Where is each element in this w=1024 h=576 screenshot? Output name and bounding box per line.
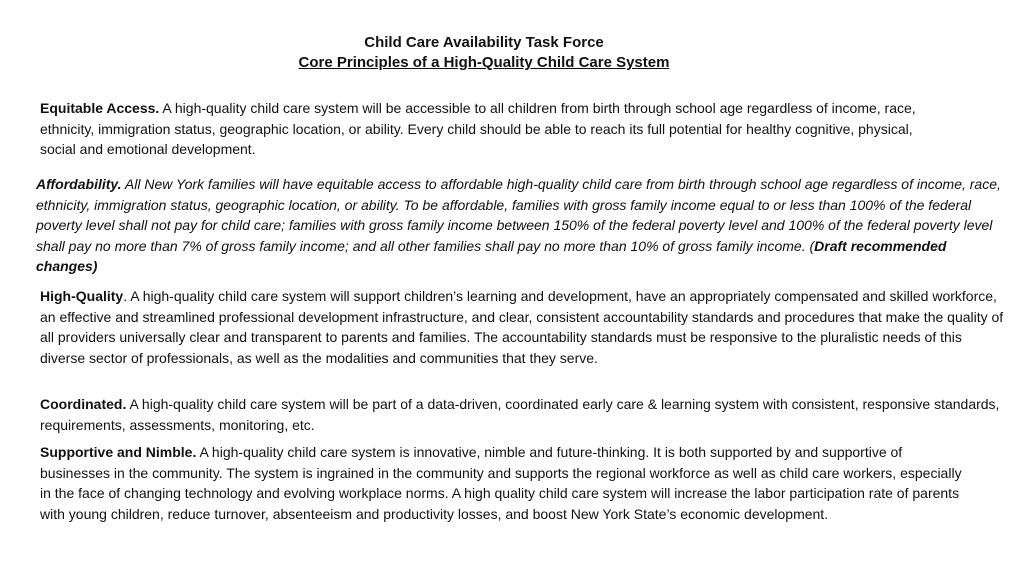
principle-heading: Equitable Access. <box>40 100 160 116</box>
principle-text: All New York families will have equitable access to affordable high-quality child care from birth through school age regardless of income, race, ethnicity, immigration status, geographic location, or ability. To be affordable, families with gross family income equal to or less than 100% of the federal poverty level shall not pay for child care; families with gross family income between 150% of the federal poverty level and 100% of the federal poverty level shall pay no more than 7% of gross family income; and all other families shall pay no more than 10% of gross family income. ( <box>36 176 1001 254</box>
page-title: Child Care Availability Task Force <box>364 34 604 51</box>
principle-high-quality <box>40 286 1008 368</box>
principle-heading: Coordinated. <box>40 396 127 412</box>
principle-supportive-nimble <box>40 442 970 524</box>
principle-heading: Supportive and Nimble. <box>40 444 197 460</box>
page-subtitle: Core Principles of a High-Quality Child Care System <box>298 54 670 71</box>
principle-text: A high-quality child care system will be accessible to all children from birth through school age regardless of income, race, ethnicity, immigration status, geographic location, or ability. Every child should be able to reach its full potential for healthy cognitive, physical, social and emotional development. <box>40 100 916 157</box>
principle-text: A high-quality child care system will be part of a data-driven, coordinated early care & learning system with consistent, responsive standards, requirements, assessments, monitoring, etc. <box>40 396 1000 433</box>
principle-heading: High-Quality <box>40 288 124 304</box>
principle-text: . A high-quality child care system will support children’s learning and development, have an appropriately compensated and skilled workforce, an effective and streamlined professional development infrastructure, and clear, consistent accountability standards and procedures that make the quality of all providers universally clear and transparent to parents and families. The accountability standards must be responsive to the pluralistic needs of this diverse sector of professionals, as well as the modalities and communities that they serve. <box>40 288 1004 366</box>
principle-affordability <box>36 174 1011 277</box>
principle-text: A high-quality child care system is innovative, nimble and future-thinking. It is both supported by and supportive of businesses in the community. The system is ingrained in the community and supports the regional workforce as well as child care workers, especially in the face of changing technology and evolving workplace norms. A high quality child care system will increase the labor participation rate of parents with young children, reduce turnover, absenteeism and productivity losses, and boost New York State’s economic development. <box>40 444 962 522</box>
principle-equitable-access <box>40 98 940 160</box>
principle-heading: Affordability. <box>36 176 122 192</box>
draft-note: Draft recommended changes) <box>36 237 947 274</box>
document-header <box>0 33 968 73</box>
principle-coordinated <box>40 394 1008 435</box>
